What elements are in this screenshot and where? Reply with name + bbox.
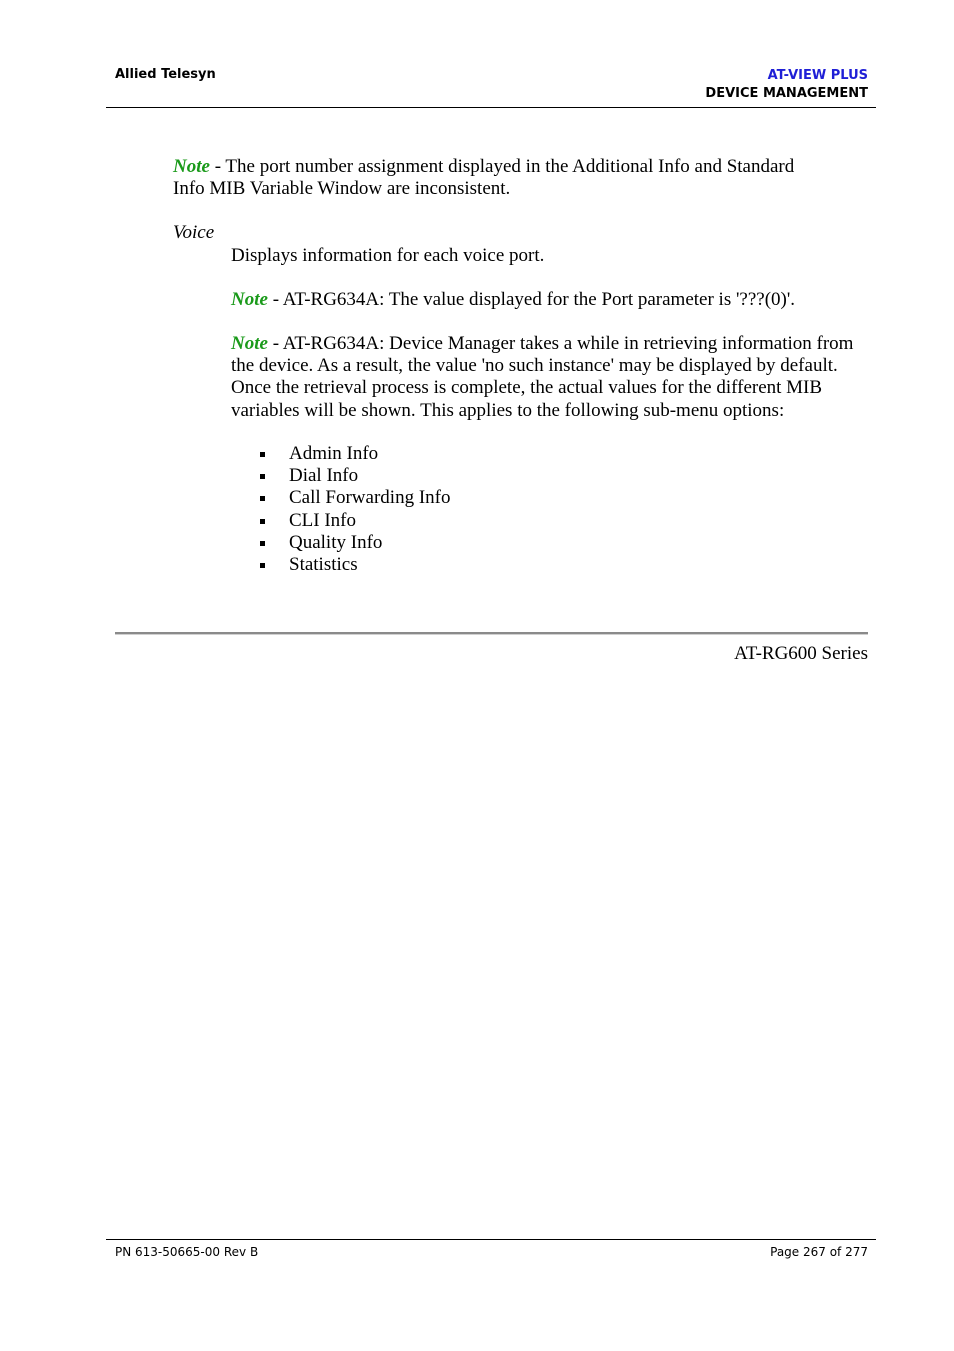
list-item-label: Dial Info: [289, 465, 359, 487]
footer-divider: [106, 1239, 876, 1240]
footer-page-number: Page 267 of 277: [770, 1245, 868, 1259]
note-retrieval-delay: [231, 333, 873, 422]
note-text: - AT-RG634A: The value displayed for the Port parameter is '???(0)'.: [267, 289, 796, 310]
bullet-icon: [260, 563, 265, 568]
bullet-icon: [260, 496, 265, 501]
list-item: [258, 532, 450, 554]
note-port-parameter: [231, 289, 871, 311]
list-item-label: Admin Info: [289, 443, 379, 464]
note-text: - AT-RG634A: Device Manager takes a while in retrieving information from the device. As a result, the value 'no such instance' may be displayed by default. Once the retrieval process is complete, the actual values for the different MIB variables will be shown. This applies to the following sub-menu options:: [231, 333, 854, 421]
note-text: - The port number assignment displayed in the Additional Info and Standard Info MIB Variable Window are inconsistent.: [173, 156, 795, 200]
footer-part-number: PN 613-50665-00 Rev B: [115, 1245, 259, 1259]
bullet-icon: [260, 519, 265, 524]
list-item: [258, 443, 450, 465]
submenu-options-list: [258, 443, 450, 576]
list-item: [258, 487, 450, 509]
note-label: Note: [173, 156, 210, 177]
note-label: Note: [231, 333, 268, 354]
header-section: DEVICE MANAGEMENT: [705, 86, 868, 101]
header-divider: [106, 107, 876, 108]
list-item-label: Call Forwarding Info: [289, 487, 451, 509]
bullet-icon: [260, 474, 265, 479]
bullet-icon: [260, 452, 265, 457]
note-label: Note: [231, 289, 268, 310]
list-item: [258, 465, 450, 487]
note-inconsistent-port: [173, 156, 823, 200]
header-title-block: [705, 67, 868, 103]
bullet-icon: [260, 541, 265, 546]
header-company: Allied Telesyn: [115, 67, 216, 82]
series-label: AT-RG600 Series: [734, 643, 868, 664]
list-item-label: CLI Info: [289, 509, 357, 531]
series-divider: [115, 632, 868, 635]
list-item: [258, 510, 450, 532]
list-item-label: Statistics: [289, 554, 358, 576]
term-voice: Voice: [173, 222, 215, 243]
list-item: [258, 554, 450, 576]
voice-description: Displays information for each voice port.: [231, 245, 545, 266]
header-product: AT-VIEW PLUS: [767, 68, 868, 83]
list-item-label: Quality Info: [289, 531, 383, 553]
